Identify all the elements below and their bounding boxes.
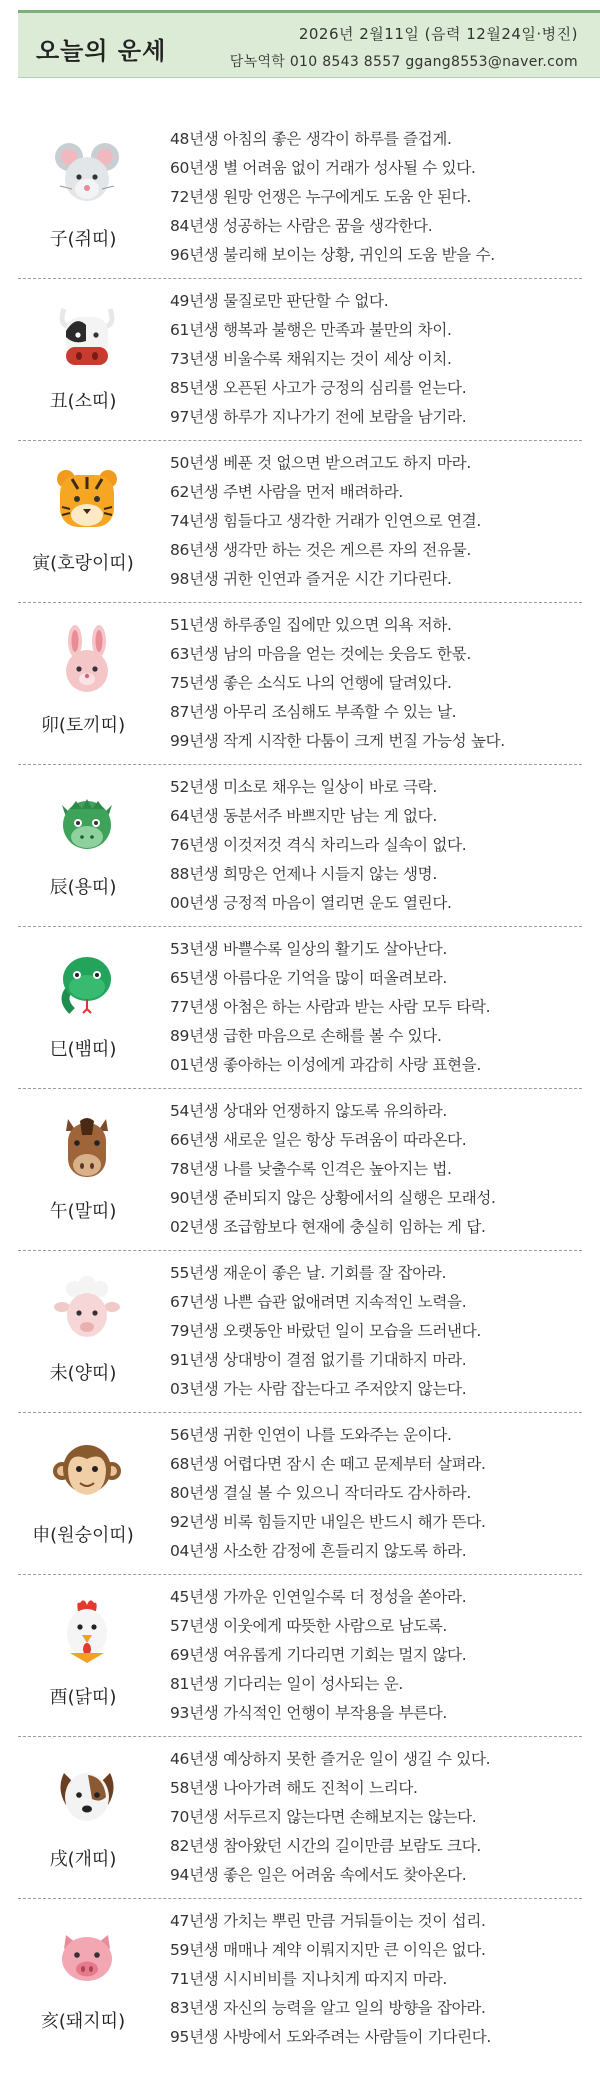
fortune-lines [170,1097,590,1242]
zodiac-row [18,1251,582,1413]
fortune-line: 85년생 오픈된 사고가 긍정의 심리를 얻는다. [170,379,467,397]
zodiac-label: 子(쥐띠) [49,229,117,250]
fortune-line: 94년생 좋은 일은 어려움 속에서도 찾아온다. [170,1866,467,1884]
fortune-page [0,10,600,2081]
fortune-line: 74년생 힘들다고 생각한 거래가 인연으로 연결. [170,512,482,530]
zodiac-row [18,117,582,279]
zodiac-icon-area [18,1737,148,1898]
zodiac-label: 午(말띠) [49,1201,117,1222]
snake-icon [52,949,122,1019]
fortune-line: 67년생 나쁜 습관 없애려면 지속적인 노력을. [170,1293,467,1311]
fortune-line: 53년생 바쁠수록 일상의 활기도 살아난다. [170,940,448,958]
zodiac-label: 辰(용띠) [49,877,117,898]
fortune-line: 59년생 매매나 계약 이뤄지지만 큰 이익은 없다. [170,1941,486,1959]
fortune-lines [170,125,590,270]
fortune-line: 97년생 하루가 지나가기 전에 보람을 남기라. [170,408,467,426]
fortune-line: 79년생 오랫동안 바랐던 일이 모습을 드러낸다. [170,1322,482,1340]
zodiac-label: 巳(뱀띠) [49,1039,117,1060]
dragon-icon [52,787,122,857]
fortune-lines [170,1745,590,1890]
fortune-line: 54년생 상대와 언쟁하지 않도록 유의하라. [170,1102,448,1120]
zodiac-row [18,279,582,441]
fortune-line: 91년생 상대방이 결점 없기를 기대하지 마라. [170,1351,467,1369]
sheep-icon [52,1273,122,1343]
zodiac-icon-area [18,765,148,926]
fortune-line: 04년생 사소한 감정에 흔들리지 않도록 하라. [170,1542,467,1560]
header [18,10,582,92]
fortune-line: 68년생 어렵다면 잠시 손 떼고 문제부터 살펴라. [170,1455,486,1473]
zodiac-row [18,927,582,1089]
fortune-line: 48년생 아침의 좋은 생각이 하루를 즐겁게. [170,130,452,148]
fortune-line: 99년생 작게 시작한 다툼이 크게 번질 가능성 높다. [170,732,505,750]
zodiac-icon-area [18,927,148,1088]
zodiac-label: 亥(돼지띠) [40,2011,126,2032]
zodiac-label: 戌(개띠) [49,1849,117,1870]
fortune-line: 58년생 나아가려 해도 진척이 느리다. [170,1779,418,1797]
zodiac-row [18,1737,582,1899]
fortune-line: 87년생 아무리 조심해도 부족할 수 있는 날. [170,703,457,721]
fortune-lines [170,611,590,756]
fortune-line: 76년생 이것저것 격식 차리느라 실속이 없다. [170,836,467,854]
tiger-icon [52,463,122,533]
fortune-line: 55년생 재운이 좋은 날. 기회를 잘 잡아라. [170,1264,447,1282]
fortune-line: 70년생 서두르지 않는다면 손해보지는 않는다. [170,1808,477,1826]
zodiac-label: 卯(토끼띠) [40,715,126,736]
zodiac-icon-area [18,1413,148,1574]
fortune-line: 71년생 시시비비를 지나치게 따지지 마라. [170,1970,448,1988]
fortune-line: 45년생 가까운 인연일수록 더 정성을 쏟아라. [170,1588,467,1606]
fortune-line: 52년생 미소로 채우는 일상이 바로 극락. [170,778,437,796]
fortune-line: 96년생 불리해 보이는 상황, 귀인의 도움 받을 수. [170,246,495,264]
fortune-line: 63년생 남의 마음을 얻는 것에는 웃음도 한몫. [170,645,471,663]
fortune-lines [170,1259,590,1404]
fortune-line: 03년생 가는 사람 잡는다고 주저앉지 않는다. [170,1380,467,1398]
fortune-line: 61년생 행복과 불행은 만족과 불만의 차이. [170,321,452,339]
zodiac-row [18,441,582,603]
zodiac-row [18,1899,582,2060]
fortune-line: 78년생 나를 낮출수록 인격은 높아지는 법. [170,1160,452,1178]
fortune-line: 01년생 좋아하는 이성에게 과감히 사랑 표현을. [170,1056,482,1074]
fortune-line: 50년생 베푼 것 없으면 받으려고도 하지 마라. [170,454,471,472]
fortune-line: 82년생 참아왔던 시간의 길이만큼 보람도 크다. [170,1837,482,1855]
rooster-icon [52,1597,122,1667]
fortune-lines [170,773,590,918]
horse-icon [52,1111,122,1181]
zodiac-label: 未(양띠) [49,1363,117,1384]
fortune-line: 47년생 가치는 뿌린 만큼 거둬들이는 것이 섭리. [170,1912,486,1930]
pig-icon [52,1921,122,1991]
zodiac-list [18,117,582,2060]
fortune-line: 60년생 별 어려움 없이 거래가 성사될 수 있다. [170,159,476,177]
fortune-line: 56년생 귀한 인연이 나를 도와주는 운이다. [170,1426,452,1444]
fortune-lines [170,449,590,594]
fortune-line: 62년생 주변 사람을 먼저 배려하라. [170,483,404,501]
page-title: 오늘의 운세 [36,37,167,65]
fortune-line: 69년생 여유롭게 기다리면 기회는 멀지 않다. [170,1646,467,1664]
fortune-line: 57년생 이웃에게 따뜻한 사람으로 남도록. [170,1617,448,1635]
zodiac-icon-area [18,1575,148,1736]
fortune-line: 81년생 기다리는 일이 성사되는 운. [170,1675,404,1693]
fortune-line: 51년생 하루종일 집에만 있으면 의욕 저하. [170,616,452,634]
rat-icon [52,139,122,209]
fortune-line: 46년생 예상하지 못한 즐거운 일이 생길 수 있다. [170,1750,491,1768]
zodiac-row [18,603,582,765]
fortune-line: 65년생 아름다운 기억을 많이 떠올려보라. [170,969,448,987]
fortune-line: 83년생 자신의 능력을 알고 일의 방향을 잡아라. [170,1999,486,2017]
zodiac-row [18,1413,582,1575]
zodiac-label: 寅(호랑이띠) [32,553,134,574]
fortune-line: 80년생 결실 볼 수 있으니 작더라도 감사하라. [170,1484,471,1502]
fortune-line: 84년생 성공하는 사람은 꿈을 생각한다. [170,217,433,235]
zodiac-row [18,765,582,927]
fortune-line: 98년생 귀한 인연과 즐거운 시간 기다린다. [170,570,452,588]
monkey-icon [52,1435,122,1505]
fortune-line: 89년생 급한 마음으로 손해를 볼 수 있다. [170,1027,442,1045]
zodiac-label: 申(원숭이띠) [32,1525,134,1546]
fortune-line: 93년생 가식적인 언행이 부작용을 부른다. [170,1704,448,1722]
zodiac-icon-area [18,1251,148,1412]
zodiac-icon-area [18,1089,148,1250]
fortune-line: 66년생 새로운 일은 항상 두려움이 따라온다. [170,1131,467,1149]
fortune-line: 02년생 조급함보다 현재에 충실히 임하는 게 답. [170,1218,486,1236]
fortune-line: 92년생 비록 힘들지만 내일은 반드시 해가 뜬다. [170,1513,486,1531]
zodiac-row [18,1089,582,1251]
date-line: 2026년 2월11일 (음력 12월24일·병진) [298,25,578,43]
fortune-line: 00년생 긍정적 마음이 열리면 운도 열린다. [170,894,452,912]
zodiac-label: 酉(닭띠) [49,1687,117,1708]
fortune-line: 77년생 아첨은 하는 사람과 받는 사람 모두 타락. [170,998,491,1016]
dog-icon [52,1759,122,1829]
zodiac-icon-area [18,441,148,602]
fortune-line: 73년생 비울수록 채워지는 것이 세상 이치. [170,350,452,368]
zodiac-label: 丑(소띠) [49,391,117,412]
title-banner [18,10,600,78]
zodiac-icon-area [18,117,148,278]
zodiac-icon-area [18,603,148,764]
contact-line: 담녹역학 010 8543 8557 ggang8553@naver.com [229,54,578,70]
fortune-line: 49년생 물질로만 판단할 수 없다. [170,292,389,310]
zodiac-icon-area [18,279,148,440]
rabbit-icon [52,625,122,695]
fortune-line: 95년생 사방에서 도와주려는 사람들이 기다린다. [170,2028,492,2046]
fortune-line: 75년생 좋은 소식도 나의 언행에 달려있다. [170,674,452,692]
fortune-line: 72년생 원망 언쟁은 누구에게도 도움 안 된다. [170,188,471,206]
fortune-line: 64년생 동분서주 바쁘지만 남는 게 없다. [170,807,437,825]
fortune-line: 90년생 준비되지 않은 상황에서의 실행은 모래성. [170,1189,496,1207]
fortune-lines [170,287,590,432]
zodiac-row [18,1575,582,1737]
fortune-line: 86년생 생각만 하는 것은 게으른 자의 전유물. [170,541,471,559]
fortune-lines [170,1583,590,1728]
fortune-lines [170,1421,590,1566]
fortune-lines [170,935,590,1080]
ox-icon [52,301,122,371]
fortune-lines [170,1907,590,2052]
zodiac-icon-area [18,1899,148,2060]
fortune-line: 88년생 희망은 언제나 시들지 않는 생명. [170,865,437,883]
